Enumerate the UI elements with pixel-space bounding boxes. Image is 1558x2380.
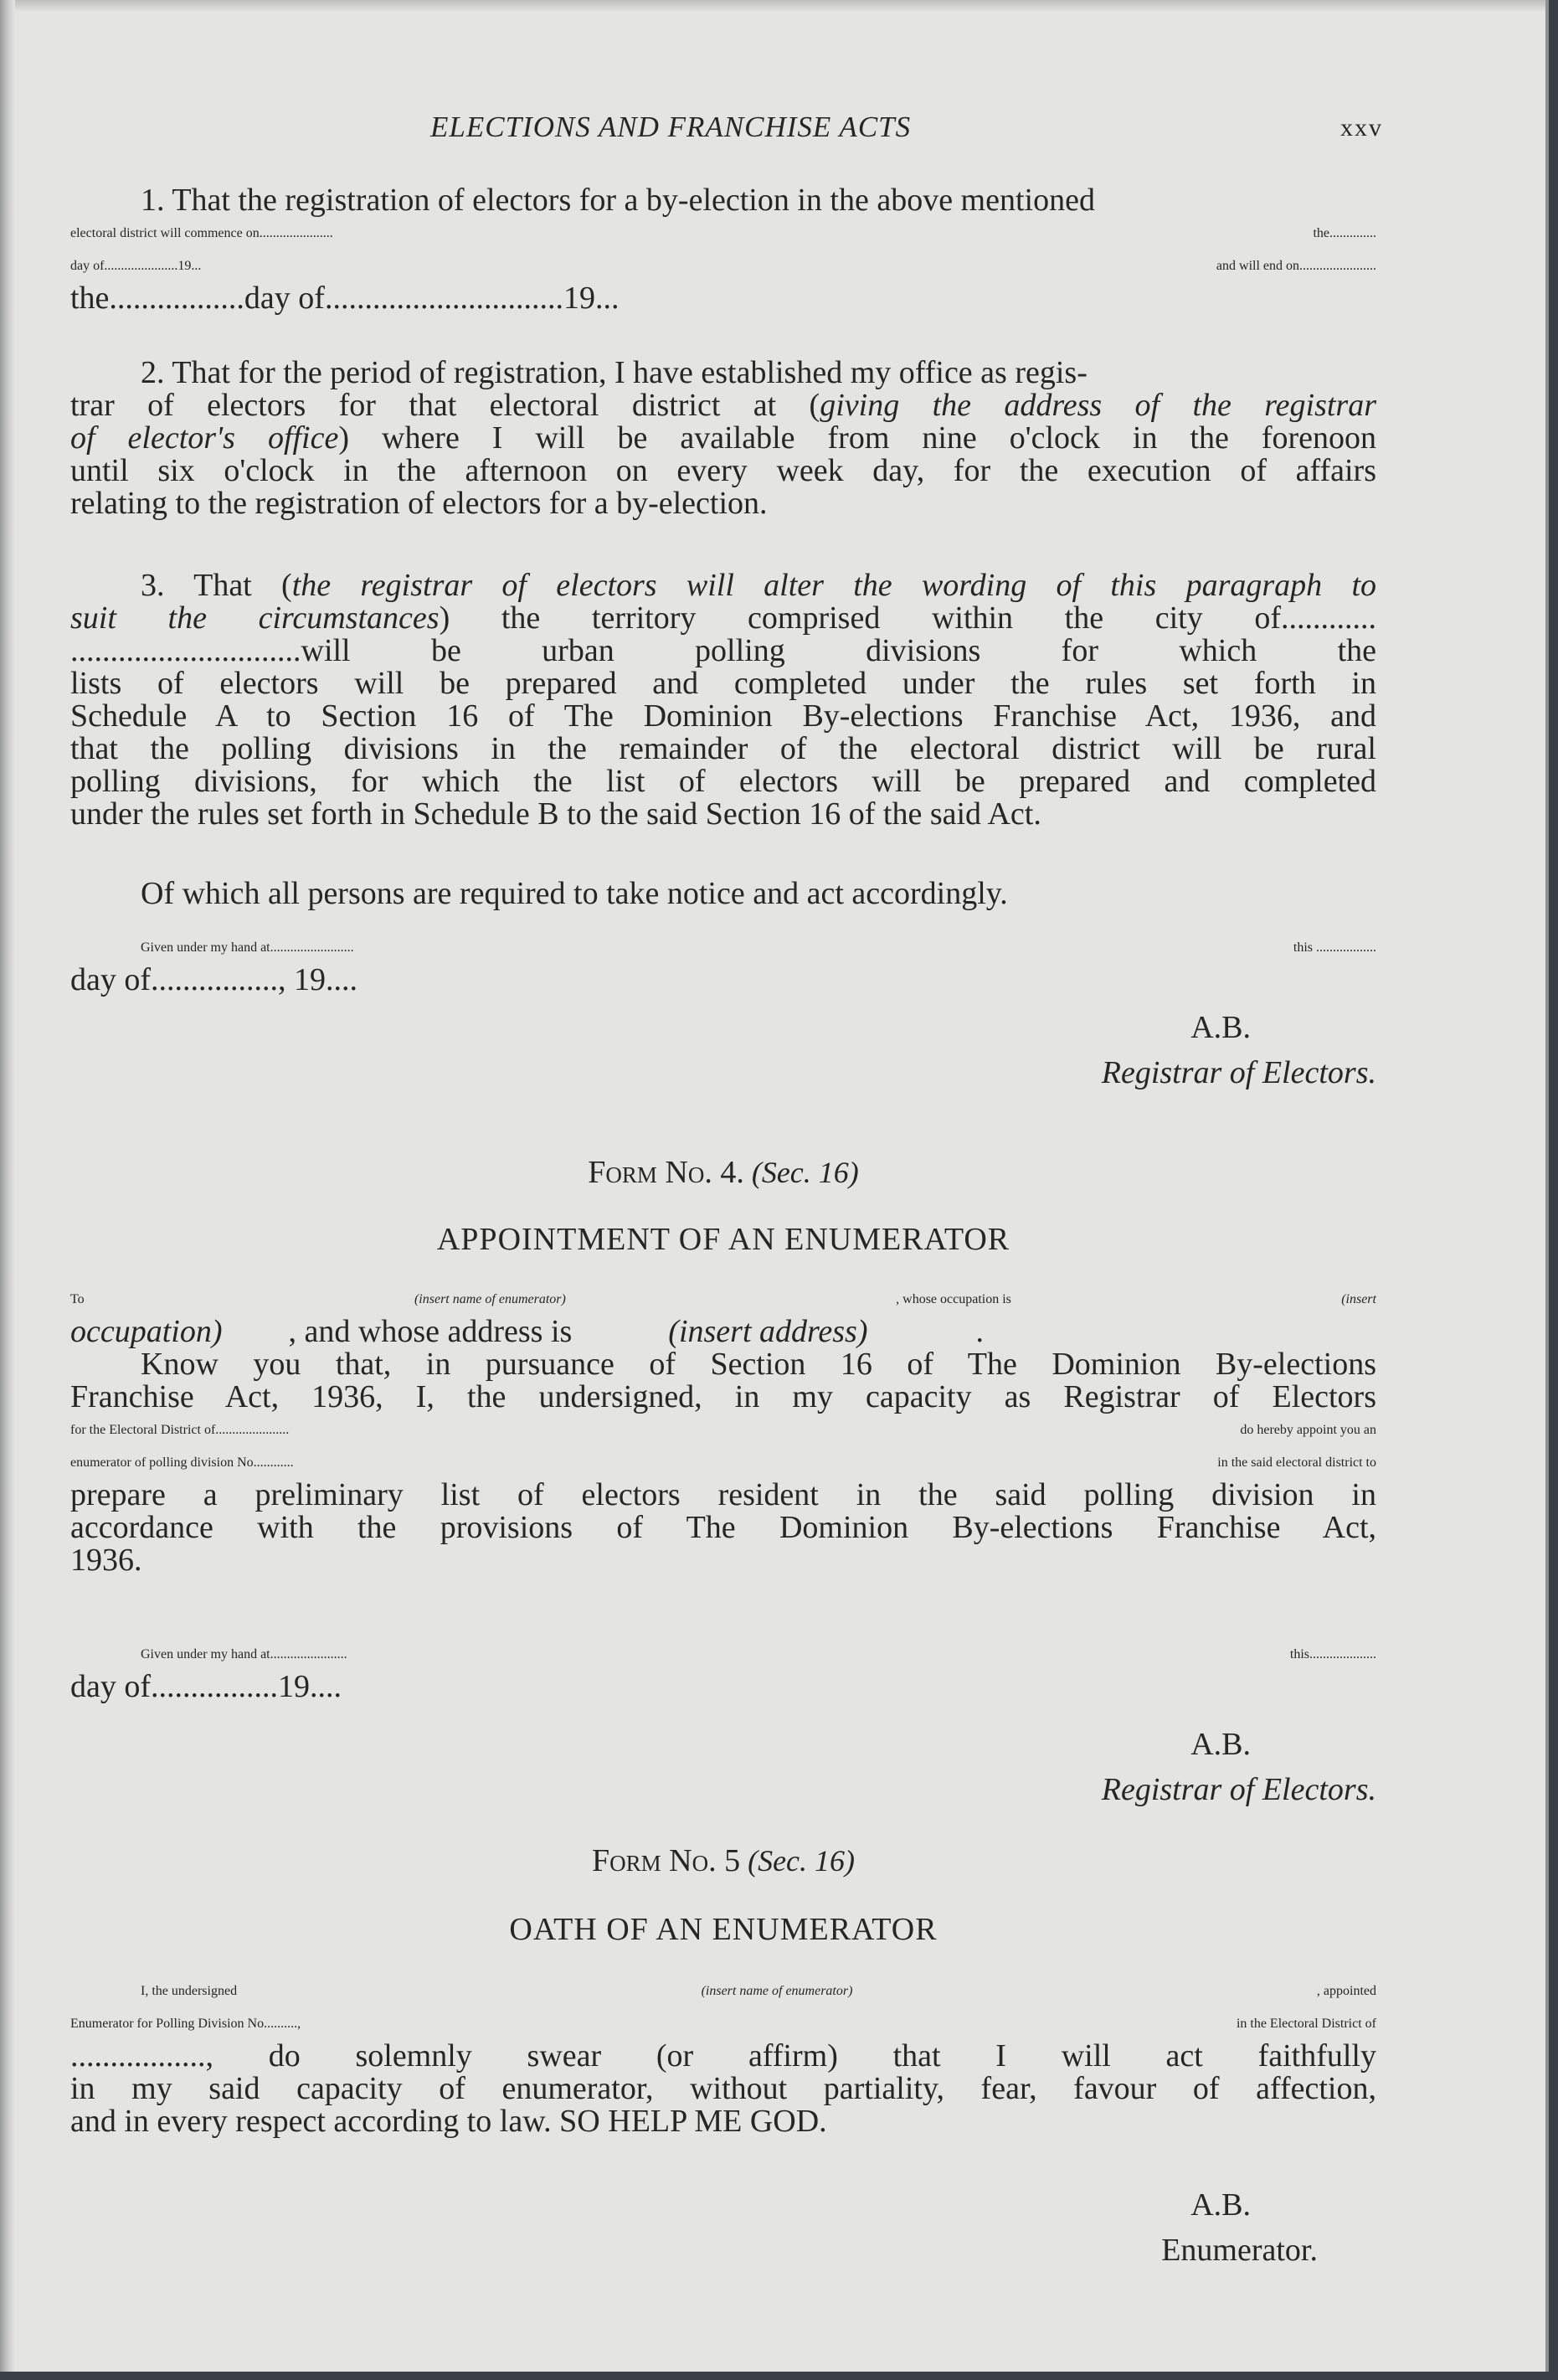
given2-line-1: [70, 1638, 1376, 1671]
p2-line-4: until six o'clock in the afternoon on every week day, for the execution of affairs: [70, 453, 1376, 488]
f4-line-8: accordance with the provisions of The Dominion By-elections Franchise Act,: [70, 1510, 1376, 1545]
f5-line-1: [70, 1975, 1376, 2007]
p1-line-3b: and will end on.......................: [1216, 259, 1376, 273]
f4-line-1: [70, 1283, 1376, 1316]
p1-line-2a: electoral district will commence on......................: [70, 226, 333, 240]
f5-line-2a: Enumerator for Polling Division No..........,: [70, 2017, 301, 2031]
f5-line-5: and in every respect according to law. SO HELP ME GOD.: [70, 2104, 827, 2139]
f5-insert-name: (insert name of enumerator): [701, 1984, 853, 1998]
f4-line-6b: in the said electoral district to: [1217, 1455, 1376, 1470]
p3-line-3: .............................will be urban polling divisions for which the: [70, 633, 1376, 668]
p3-line-2: [70, 602, 1376, 635]
form-4-title: APPOINTMENT OF AN ENUMERATOR: [436, 1222, 1010, 1257]
f4-insert-address: (insert address): [668, 1314, 868, 1349]
f5-line-2b: in the Electoral District of: [1236, 2017, 1376, 2031]
signature-block-1: [1102, 1005, 1376, 1095]
given2-line-1b: this....................: [1289, 1647, 1376, 1661]
f4-insert-open: (insert: [1341, 1292, 1376, 1306]
sig1-name: A.B.: [1190, 1010, 1251, 1045]
signature-block-3: [1161, 2182, 1318, 2273]
f4-line-7: prepare a preliminary list of electors resident in the said polling division in: [70, 1477, 1376, 1512]
f5-line-3: ................., do solemnly swear (or affirm) that I will act faithfully: [70, 2038, 1376, 2073]
f5-line-4: in my said capacity of enumerator, without partiality, fear, favour of affection,: [70, 2071, 1376, 2106]
f4-line-5: [70, 1414, 1376, 1446]
paragraph-2: [70, 357, 1376, 520]
p2-line-2a: trar of electors for that electoral district at (: [70, 388, 820, 423]
f4-line-5b: do hereby appoint you an: [1240, 1423, 1376, 1437]
form4-label-text: Form No. 4.: [588, 1155, 744, 1190]
p1-line-3: [70, 250, 1376, 282]
p2-line-1: 2. That for the period of registration, I have established my office as regis-: [141, 355, 1088, 390]
f4-line-9: 1936.: [70, 1543, 142, 1578]
p3-line-6: that the polling divisions in the remainder of the electoral district will be rural: [70, 731, 1376, 766]
form4-section: (Sec. 16): [751, 1156, 859, 1189]
p3-line-1: [70, 569, 1376, 602]
sig3-name: A.B.: [1190, 2187, 1251, 2223]
p3-line-2b: ) the territory comprised within the city of............: [439, 600, 1376, 636]
f4-insert-occupation: occupation): [70, 1314, 223, 1349]
sig3-title: Enumerator.: [1161, 2233, 1318, 2268]
p1-line-2: [70, 217, 1376, 250]
page-left-edge: [0, 0, 15, 2372]
running-title: ELECTIONS AND FRANCHISE ACTS: [430, 111, 912, 143]
f4-line-6: [70, 1446, 1376, 1479]
p3-line-5: Schedule A to Section 16 of The Dominion By-elections Franchise Act, 1936, and: [70, 698, 1376, 734]
f5-line-1b: , appointed: [1316, 1984, 1376, 1998]
f5-line-1a: I, the undersigned: [141, 1984, 238, 1998]
f4-line-5a: for the Electoral District of......................: [70, 1423, 290, 1437]
form-5-title: OATH OF AN ENUMERATOR: [509, 1912, 938, 1947]
given-under-hand-1: [70, 931, 1376, 997]
p3-line-1a: 3. That (: [141, 568, 292, 603]
p3-line-7: polling divisions, for which the list of electors will be prepared and completed: [70, 764, 1376, 799]
given1-line-1a: Given under my hand at.........................: [141, 940, 354, 955]
p3-line-1-italic: the registrar of electors will alter the wording of this paragraph to: [291, 568, 1376, 603]
given-under-hand-2: [70, 1638, 1376, 1703]
f4-line-3: Know you that, in pursuance of Section 16 of The Dominion By-elections: [141, 1347, 1376, 1382]
p3-line-8: under the rules set forth in Schedule B to the said Section 16 of the said Act.: [70, 796, 1041, 832]
form-5-label: [70, 1842, 1376, 1879]
f4-period: .: [975, 1314, 984, 1349]
page-number: xxv: [1340, 114, 1383, 142]
given2-line-1a: Given under my hand at.......................: [141, 1647, 347, 1661]
p2-line-5: relating to the registration of electors for a by-election.: [70, 486, 768, 521]
p2-line-3b: ) where I will be available from nine o'clock in the forenoon: [338, 420, 1377, 456]
f4-line-4: Franchise Act, 1936, I, the undersigned, in my capacity as Registrar of Electors: [70, 1379, 1376, 1414]
p2-line-3: [70, 422, 1376, 455]
sig1-title: Registrar of Electors.: [1101, 1055, 1376, 1090]
form5-section: (Sec. 16): [748, 1844, 856, 1878]
sig2-name: A.B.: [1190, 1727, 1251, 1762]
paragraph-1: [70, 184, 1376, 315]
p1-line-3a: day of......................19...: [70, 259, 202, 273]
page-header: [70, 111, 1383, 161]
form-5-body: [70, 1975, 1376, 2138]
form-4-label: [70, 1154, 1376, 1191]
p3-line-2-italic: suit the circumstances: [70, 600, 440, 636]
p2-line-2-italic: giving the address of the registrar: [820, 388, 1377, 423]
f5-line-2: [70, 2007, 1376, 2040]
f4-insert-name: (insert name of enumerator): [414, 1292, 566, 1306]
signature-block-2: [1102, 1722, 1376, 1812]
p1-line-2b: the..............: [1313, 226, 1376, 240]
p3-line-4: lists of electors will be prepared and completed under the rules set forth in: [70, 666, 1376, 701]
p2-line-3-italic: of elector's office: [70, 420, 339, 456]
page-top-edge: [0, 0, 1545, 12]
f4-line-6a: enumerator of polling division No............: [70, 1455, 294, 1470]
f4-address-label: , and whose address is: [288, 1314, 573, 1349]
notice-line: [70, 878, 1376, 910]
notice-text: Of which all persons are required to take notice and act accordingly.: [141, 876, 1008, 911]
given1-line-2: day of................, 19....: [70, 962, 358, 997]
sig2-title: Registrar of Electors.: [1101, 1772, 1376, 1807]
paragraph-3: [70, 569, 1376, 831]
f4-occupation-label: , whose occupation is: [896, 1292, 1011, 1306]
form-4-body: [70, 1283, 1376, 1577]
p1-line-4: the.................day of..............................19...: [70, 281, 620, 316]
f4-to: To: [70, 1292, 85, 1306]
f4-line-2: [70, 1316, 1376, 1348]
form5-label-text: Form No. 5: [591, 1843, 741, 1878]
given1-line-1: [70, 931, 1376, 964]
given1-line-1b: this ..................: [1293, 940, 1376, 955]
given2-line-2: day of................19....: [70, 1669, 342, 1704]
p2-line-2: [70, 389, 1376, 422]
p1-line-1: 1. That the registration of electors for a by-election in the above mentioned: [141, 183, 1095, 218]
